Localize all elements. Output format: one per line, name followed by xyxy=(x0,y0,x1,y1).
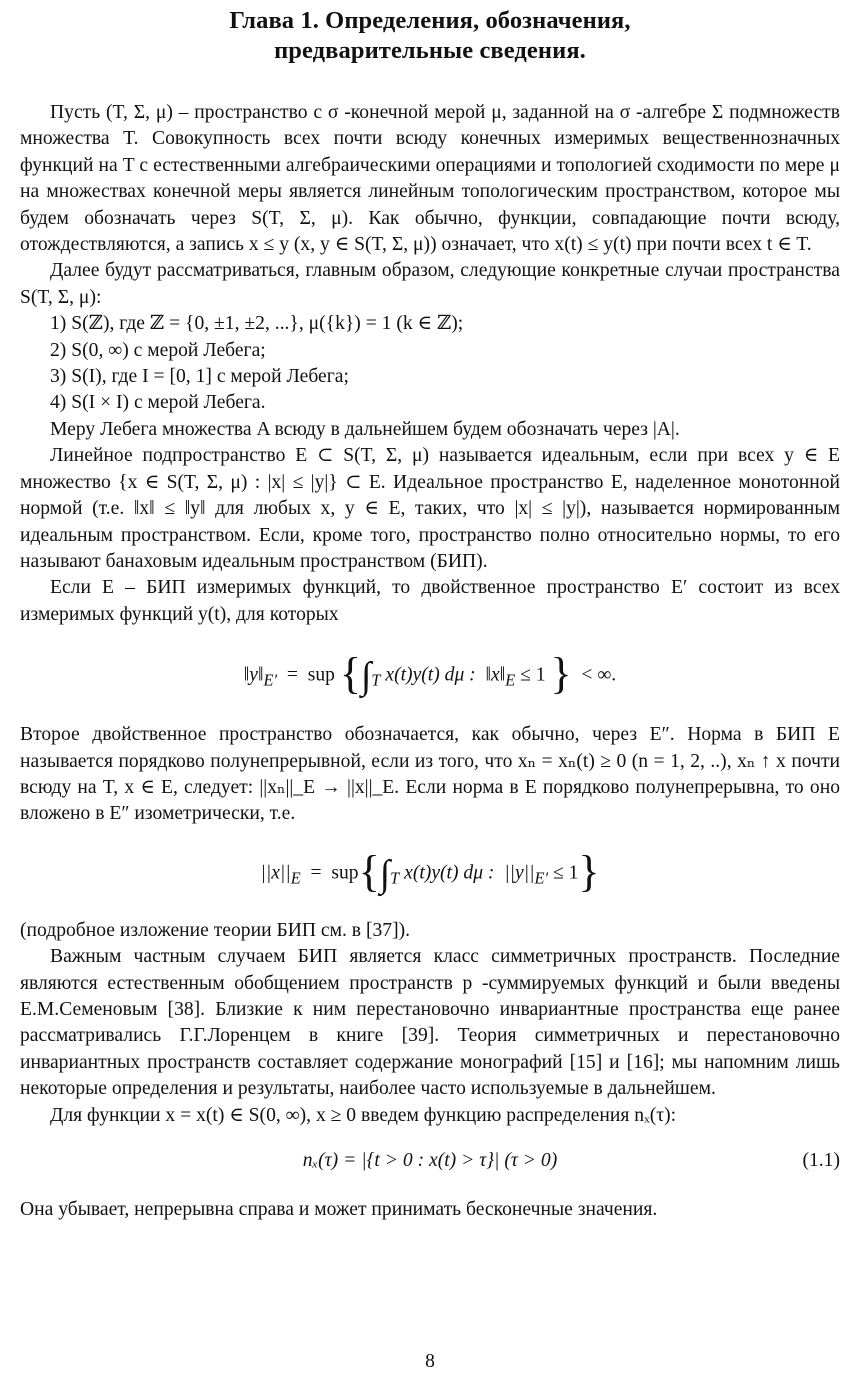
formula-condition: ‖x‖ xyxy=(485,664,506,686)
formula-condition-sub: E′ xyxy=(534,868,549,888)
page-number: 8 xyxy=(425,1351,435,1372)
formula-lhs-sub: E′ xyxy=(263,670,278,690)
formula-brace-close: } xyxy=(550,649,572,699)
formula-tail: < ∞. xyxy=(581,664,617,686)
formula-distribution-function xyxy=(20,1131,840,1191)
formula-eq: = xyxy=(286,664,298,686)
list-item: 2) S(0, ∞) с мерой Лебега; xyxy=(50,339,266,361)
formula-sup: sup xyxy=(307,664,335,686)
chapter-title xyxy=(20,6,840,66)
integral-domain: T xyxy=(390,868,400,888)
paragraph: Важным частным случаем БИП является класс симметричных пространств. Последние являются естественным обобщением пространств p -суммируемых функций и были введены Е.М.Семеновым [38]. Близкие к ним перестановочно инвариантные пространства еще ранее рассматривались Г.Г.Лоренцем в книге [39]. Теория симметричных и перестановочно инвариантных пространств составляет содержание монографий [15] и [16]; мы напомним лишь некоторые определения и результаты, наиболее часто используемые в дальнейшем. xyxy=(20,946,840,1100)
paragraph: Она убывает, непрерывна справа и может принимать бесконечные значения. xyxy=(20,1199,658,1220)
paragraph: (подробное изложение теории БИП см. в [37]). xyxy=(20,919,411,941)
formula-integrand: x(t)y(t) dμ : xyxy=(404,862,495,884)
document-page xyxy=(20,0,840,1388)
list-item: 4) S(I × I) с мерой Лебега. xyxy=(50,392,266,414)
paragraph: Линейное подпространство E ⊂ S(T, Σ, μ) называется идеальным, если при всех y ∈ E множество {x ∈ S(T, Σ, μ) : |x| ≤ |y|} ⊂ E. Идеальное пространство E, наделенное монотонной нормой (т.е. ‖x‖ ≤ ‖y‖ для любых x, y ∈ E, таких, что |x| ≤ |y|), называется нормированным идеальным пространством. Если, кроме того, пространство полно относительно нормы, то его называют банаховым идеальным пространством (БИП). xyxy=(20,445,840,572)
formula-text: nₓ(τ) = |{t > 0 : x(t) > τ}| (τ > 0) xyxy=(302,1149,558,1171)
formula-brace-open: { xyxy=(358,846,380,896)
formula-sup: sup xyxy=(331,862,359,884)
chapter-title-line-1: Глава 1. Определения, обозначения, xyxy=(229,7,631,34)
list-item: 1) S(ℤ), где ℤ = {0, ±1, ±2, ...}, μ({k}) = 1 (k ∈ ℤ); xyxy=(50,313,464,335)
equation-number: (1.1) xyxy=(802,1149,840,1171)
formula-lhs: ‖y‖ xyxy=(243,664,264,686)
formula-integrand: x(t)y(t) dμ : xyxy=(385,664,476,686)
integral-sign: ∫ xyxy=(360,655,372,698)
list-item: 3) S(I), где I = [0, 1] с мерой Лебега; xyxy=(50,366,349,388)
formula-condition-rhs: ≤ 1 xyxy=(552,862,579,884)
formula-condition-sub: E xyxy=(505,670,516,690)
formula-lhs: ||x|| xyxy=(260,862,291,884)
formula-lhs-sub: E xyxy=(290,868,301,888)
integral-sign: ∫ xyxy=(379,852,391,895)
chapter-title-line-2: предварительные сведения. xyxy=(274,37,586,64)
body-text xyxy=(20,100,840,1223)
paragraph: Меру Лебега множества A всюду в дальнейшем будем обозначать через |A|. xyxy=(50,418,680,440)
formula-brace-close: } xyxy=(578,846,600,896)
integral-domain: T xyxy=(371,670,381,690)
paragraph: Для функции x = x(t) ∈ S(0, ∞), x ≥ 0 введем функцию распределения nₓ(τ): xyxy=(50,1104,677,1126)
paragraph: Далее будут рассматриваться, главным образом, следующие конкретные случаи пространства S(T, Σ, μ): xyxy=(20,260,840,308)
formula-second-dual-norm xyxy=(20,834,840,914)
formula-dual-norm xyxy=(20,634,840,718)
formula-condition: ||y|| xyxy=(504,862,535,884)
paragraph: Второе двойственное пространство обозначается, как обычно, через E″. Норма в БИП E называется порядково полунепрерывной, если из того, что xₙ = xₙ(t) ≥ 0 (n = 1, 2, ..), xₙ ↑ x почти всюду на T, x ∈ E, следует: ||xₙ||_E → ||x||_E. Если норма в E порядково полунепрерывна, то оно вложено в E″ изометрически, т.е. xyxy=(20,724,840,825)
paragraph: Если E – БИП измеримых функций, то двойственное пространство E′ состоит из всех измеримых функций y(t), для которых xyxy=(20,577,840,625)
formula-condition-rhs: ≤ 1 xyxy=(520,664,546,686)
formula-brace-open: { xyxy=(339,649,361,699)
formula-eq: = xyxy=(310,862,322,884)
paragraph: Пусть (T, Σ, μ) – пространство с σ -конечной мерой μ, заданной на σ -алгебре Σ подмножеств множества T. Совокупность всех почти всюду конечных измеримых вещественнозначных функций на T с естественными алгебраическими операциями и топологией сходимости по мере μ на множествах конечной меры является линейным топологическим пространством, которое мы будем обозначать через S(T, Σ, μ). Как обычно, функции, совпадающие почти всюду, отождествляются, а запись x ≤ y (x, y ∈ S(T, Σ, μ)) означает, что x(t) ≤ y(t) при почти всех t ∈ T. xyxy=(20,102,840,256)
